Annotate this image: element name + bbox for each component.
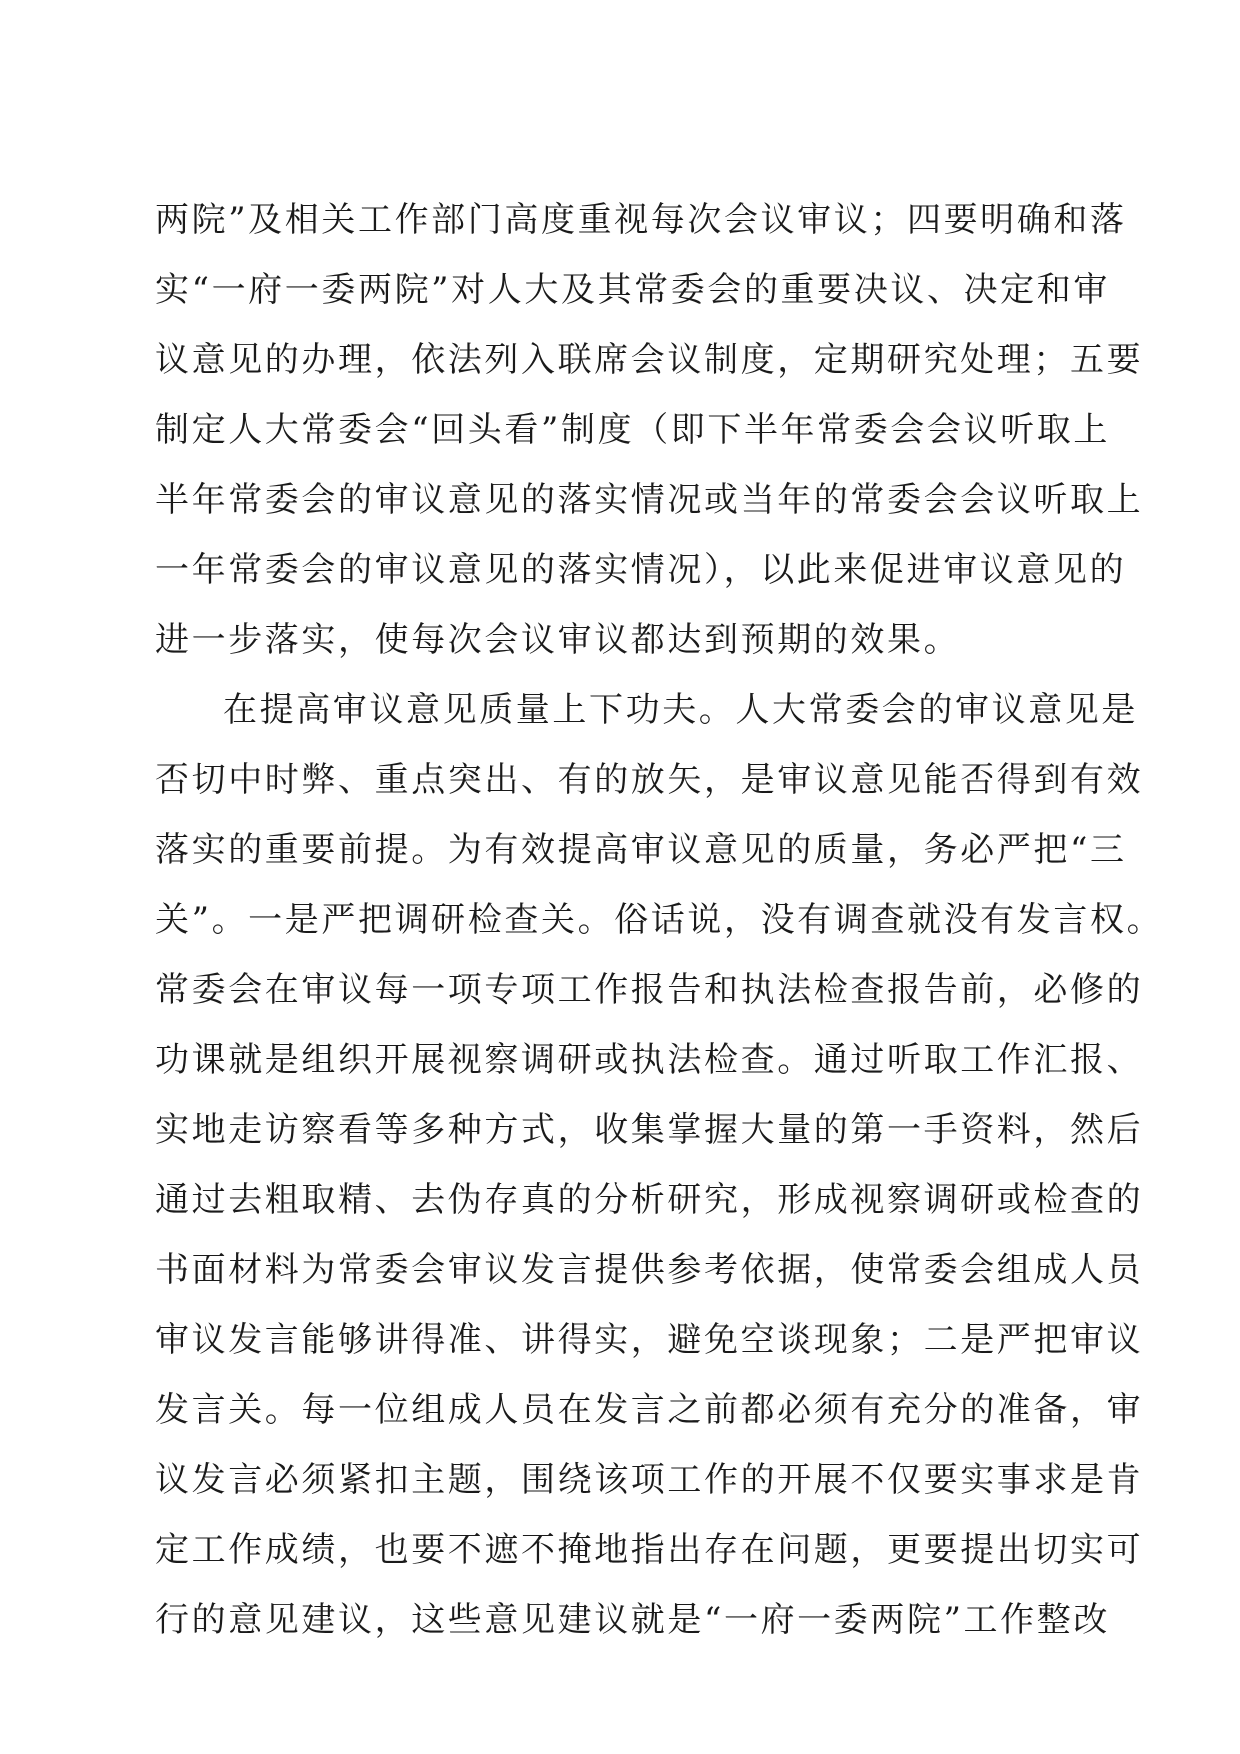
text-line: 实“一府一委两院”对人大及其常委会的重要决议、决定和审 [155,270,1110,310]
text-line: 书面材料为常委会审议发言提供参考依据，使常委会组成人员 [155,1250,1144,1290]
paragraph-start-line: 在提高审议意见质量上下功夫。人大常委会的审议意见是 [223,690,1138,730]
text-line: 制定人大常委会“回头看”制度（即下半年常委会会议听取上 [155,410,1110,450]
text-line: 半年常委会的审议意见的落实情况或当年的常委会会议听取上 [155,480,1144,520]
text-line: 落实的重要前提。为有效提高审议意见的质量，务必严把“三 [155,830,1127,870]
text-line: 审议发言能够讲得准、讲得实，避免空谈现象；二是严把审议 [155,1320,1144,1360]
text-line: 进一步落实，使每次会议审议都达到预期的效果。 [155,620,961,660]
text-line: 定工作成绩，也要不遮不掩地指出存在问题，更要提出切实可 [155,1530,1144,1570]
text-line: 否切中时弊、重点突出、有的放矢，是审议意见能否得到有效 [155,760,1144,800]
text-line: 一年常委会的审议意见的落实情况），以此来促进审议意见的 [155,550,1127,590]
text-line: 通过去粗取精、去伪存真的分析研究，形成视察调研或检查的 [155,1180,1144,1220]
body-text [155,185,1164,1655]
text-line: 议意见的办理，依法列入联席会议制度，定期研究处理；五要 [155,340,1144,380]
text-line: 行的意见建议，这些意见建议就是“一府一委两院”工作整改 [155,1600,1110,1640]
text-line: 实地走访察看等多种方式，收集掌握大量的第一手资料，然后 [155,1110,1144,1150]
text-line: 功课就是组织开展视察调研或执法检查。通过听取工作汇报、 [155,1040,1144,1080]
text-line: 关”。一是严把调研检查关。俗话说，没有调查就没有发言权。 [155,900,1164,940]
text-line: 两院”及相关工作部门高度重视每次会议审议；四要明确和落 [155,200,1127,240]
text-line: 议发言必须紧扣主题，围绕该项工作的开展不仅要实事求是肯 [155,1460,1144,1500]
text-line: 常委会在审议每一项专项工作报告和执法检查报告前，必修的 [155,970,1144,1010]
text-line: 发言关。每一位组成人员在发言之前都必须有充分的准备，审 [155,1390,1144,1430]
